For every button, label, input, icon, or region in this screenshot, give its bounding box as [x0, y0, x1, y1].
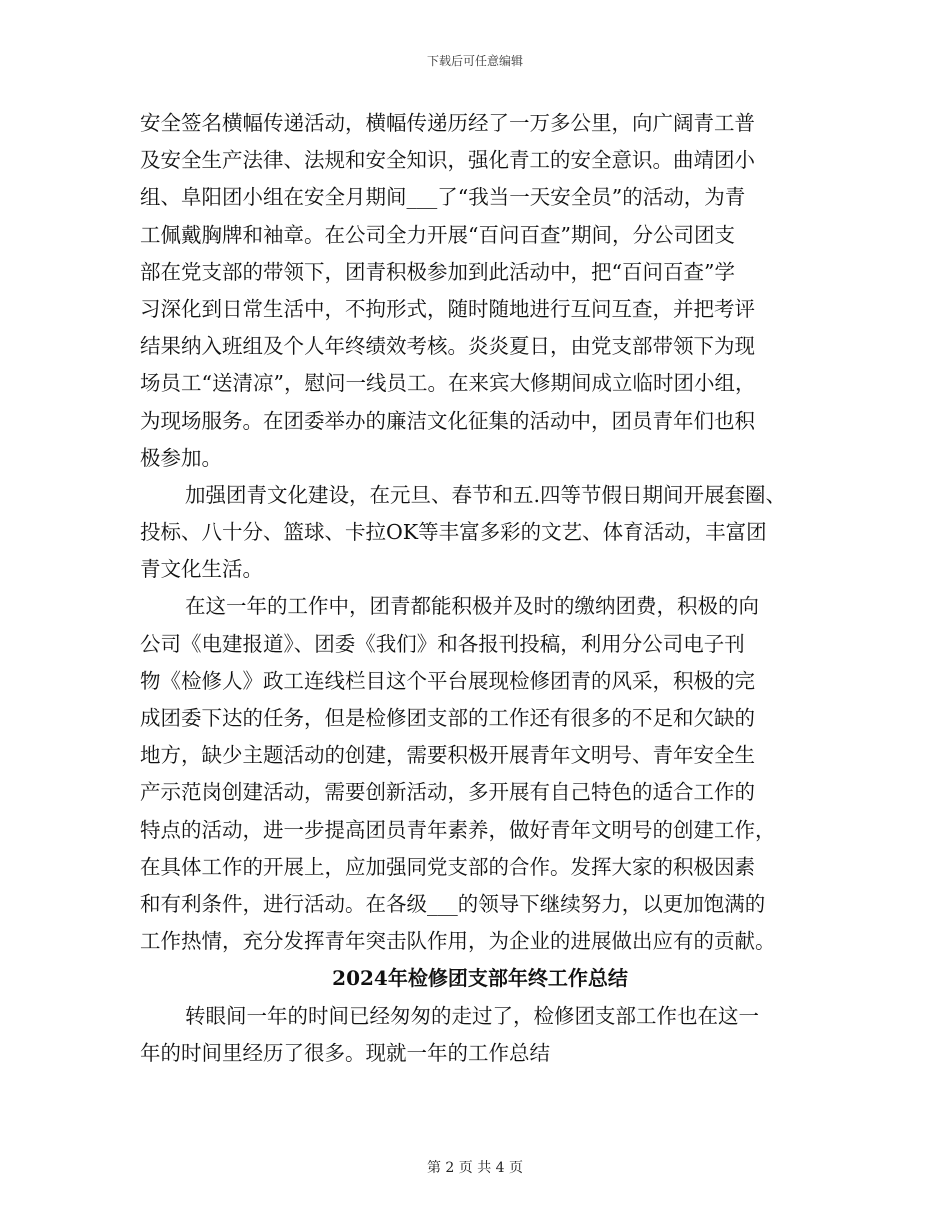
- body-line: 组、阜阳团小组在安全月期间___了“我当一天安全员”的活动，为青: [140, 185, 746, 210]
- body-line: 特点的活动，进一步提高团员青年素养，做好青年文明号的创建工作，: [140, 817, 776, 842]
- page-number-footer: 第 2 页 共 4 页: [426, 1160, 524, 1176]
- page-header: 下载后可任意编辑: [426, 54, 523, 68]
- body-line: 场员工“送清凉”，慰问一线员工。在来宾大修期间成立临时团小组，: [140, 371, 756, 396]
- body-line: 公司《电建报道》、团委《我们》和各报刊投稿，利用分公司电子刊: [140, 631, 745, 656]
- body-line: 安全签名横幅传递活动，横幅传递历经了一万多公里，向广阔青工普: [140, 111, 755, 135]
- body-line: 工佩戴胸牌和袖章。在公司全力开展“百问百查”期间，分公司团支: [140, 222, 735, 247]
- body-line: 成团委下达的任务，但是检修团支部的工作还有很多的不足和欠缺的: [140, 706, 755, 730]
- body-line: 产示范岗创建活动，需要创新活动，多开展有自己特色的适合工作的: [140, 780, 755, 805]
- section-title: 2024年检修团支部年终工作总结: [332, 966, 628, 991]
- body-line: 和有利条件，进行活动。在各级___的领导下继续努力，以更加饱满的: [140, 891, 766, 916]
- body-line: 物《检修人》政工连线栏目这个平台展现检修团青的风采，积极的完: [140, 668, 755, 693]
- paragraph-start-line: 在这一年的工作中，团青都能积极并及时的缴纳团费，积极的向: [185, 594, 759, 619]
- body-line: 极参加。: [140, 445, 222, 470]
- body-line: 结果纳入班组及个人年终绩效考核。炎炎夏日，由党支部带领下为现: [140, 334, 755, 359]
- paragraph-start-line: 加强团青文化建设，在元旦、春节和五.四等节假日期间开展套圈、: [185, 482, 787, 507]
- body-line: 及安全生产法律、法规和安全知识，强化青工的安全意识。曲靖团小: [140, 148, 755, 173]
- body-line: 部在党支部的带领下，团青积极参加到此活动中，把“百问百查”学: [140, 259, 735, 284]
- body-line: 工作热情，充分发挥青年突击队作用，为企业的进展做出应有的贡献。: [140, 929, 776, 954]
- body-line: 习深化到日常生活中，不拘形式，随时随地进行互问互查，并把考评: [140, 296, 755, 321]
- body-line: 为现场服务。在团委举办的廉洁文化征集的活动中，团员青年们也积: [140, 408, 755, 433]
- body-line: 年的时间里经历了很多。现就一年的工作总结: [140, 1040, 550, 1065]
- paragraph-start-line: 转眼间一年的时间已经匆匆的走过了，检修团支部工作也在这一: [185, 1003, 759, 1028]
- body-line: 地方，缺少主题活动的创建，需要积极开展青年文明号、青年安全生: [140, 743, 755, 768]
- body-line: 在具体工作的开展上，应加强同党支部的合作。发挥大家的积极因素: [140, 854, 755, 879]
- document-body: [140, 105, 820, 1072]
- body-line: 投标、八十分、篮球、卡拉OK等丰富多彩的文艺、体育活动，丰富团: [140, 520, 767, 545]
- body-line: 青文化生活。: [140, 557, 263, 582]
